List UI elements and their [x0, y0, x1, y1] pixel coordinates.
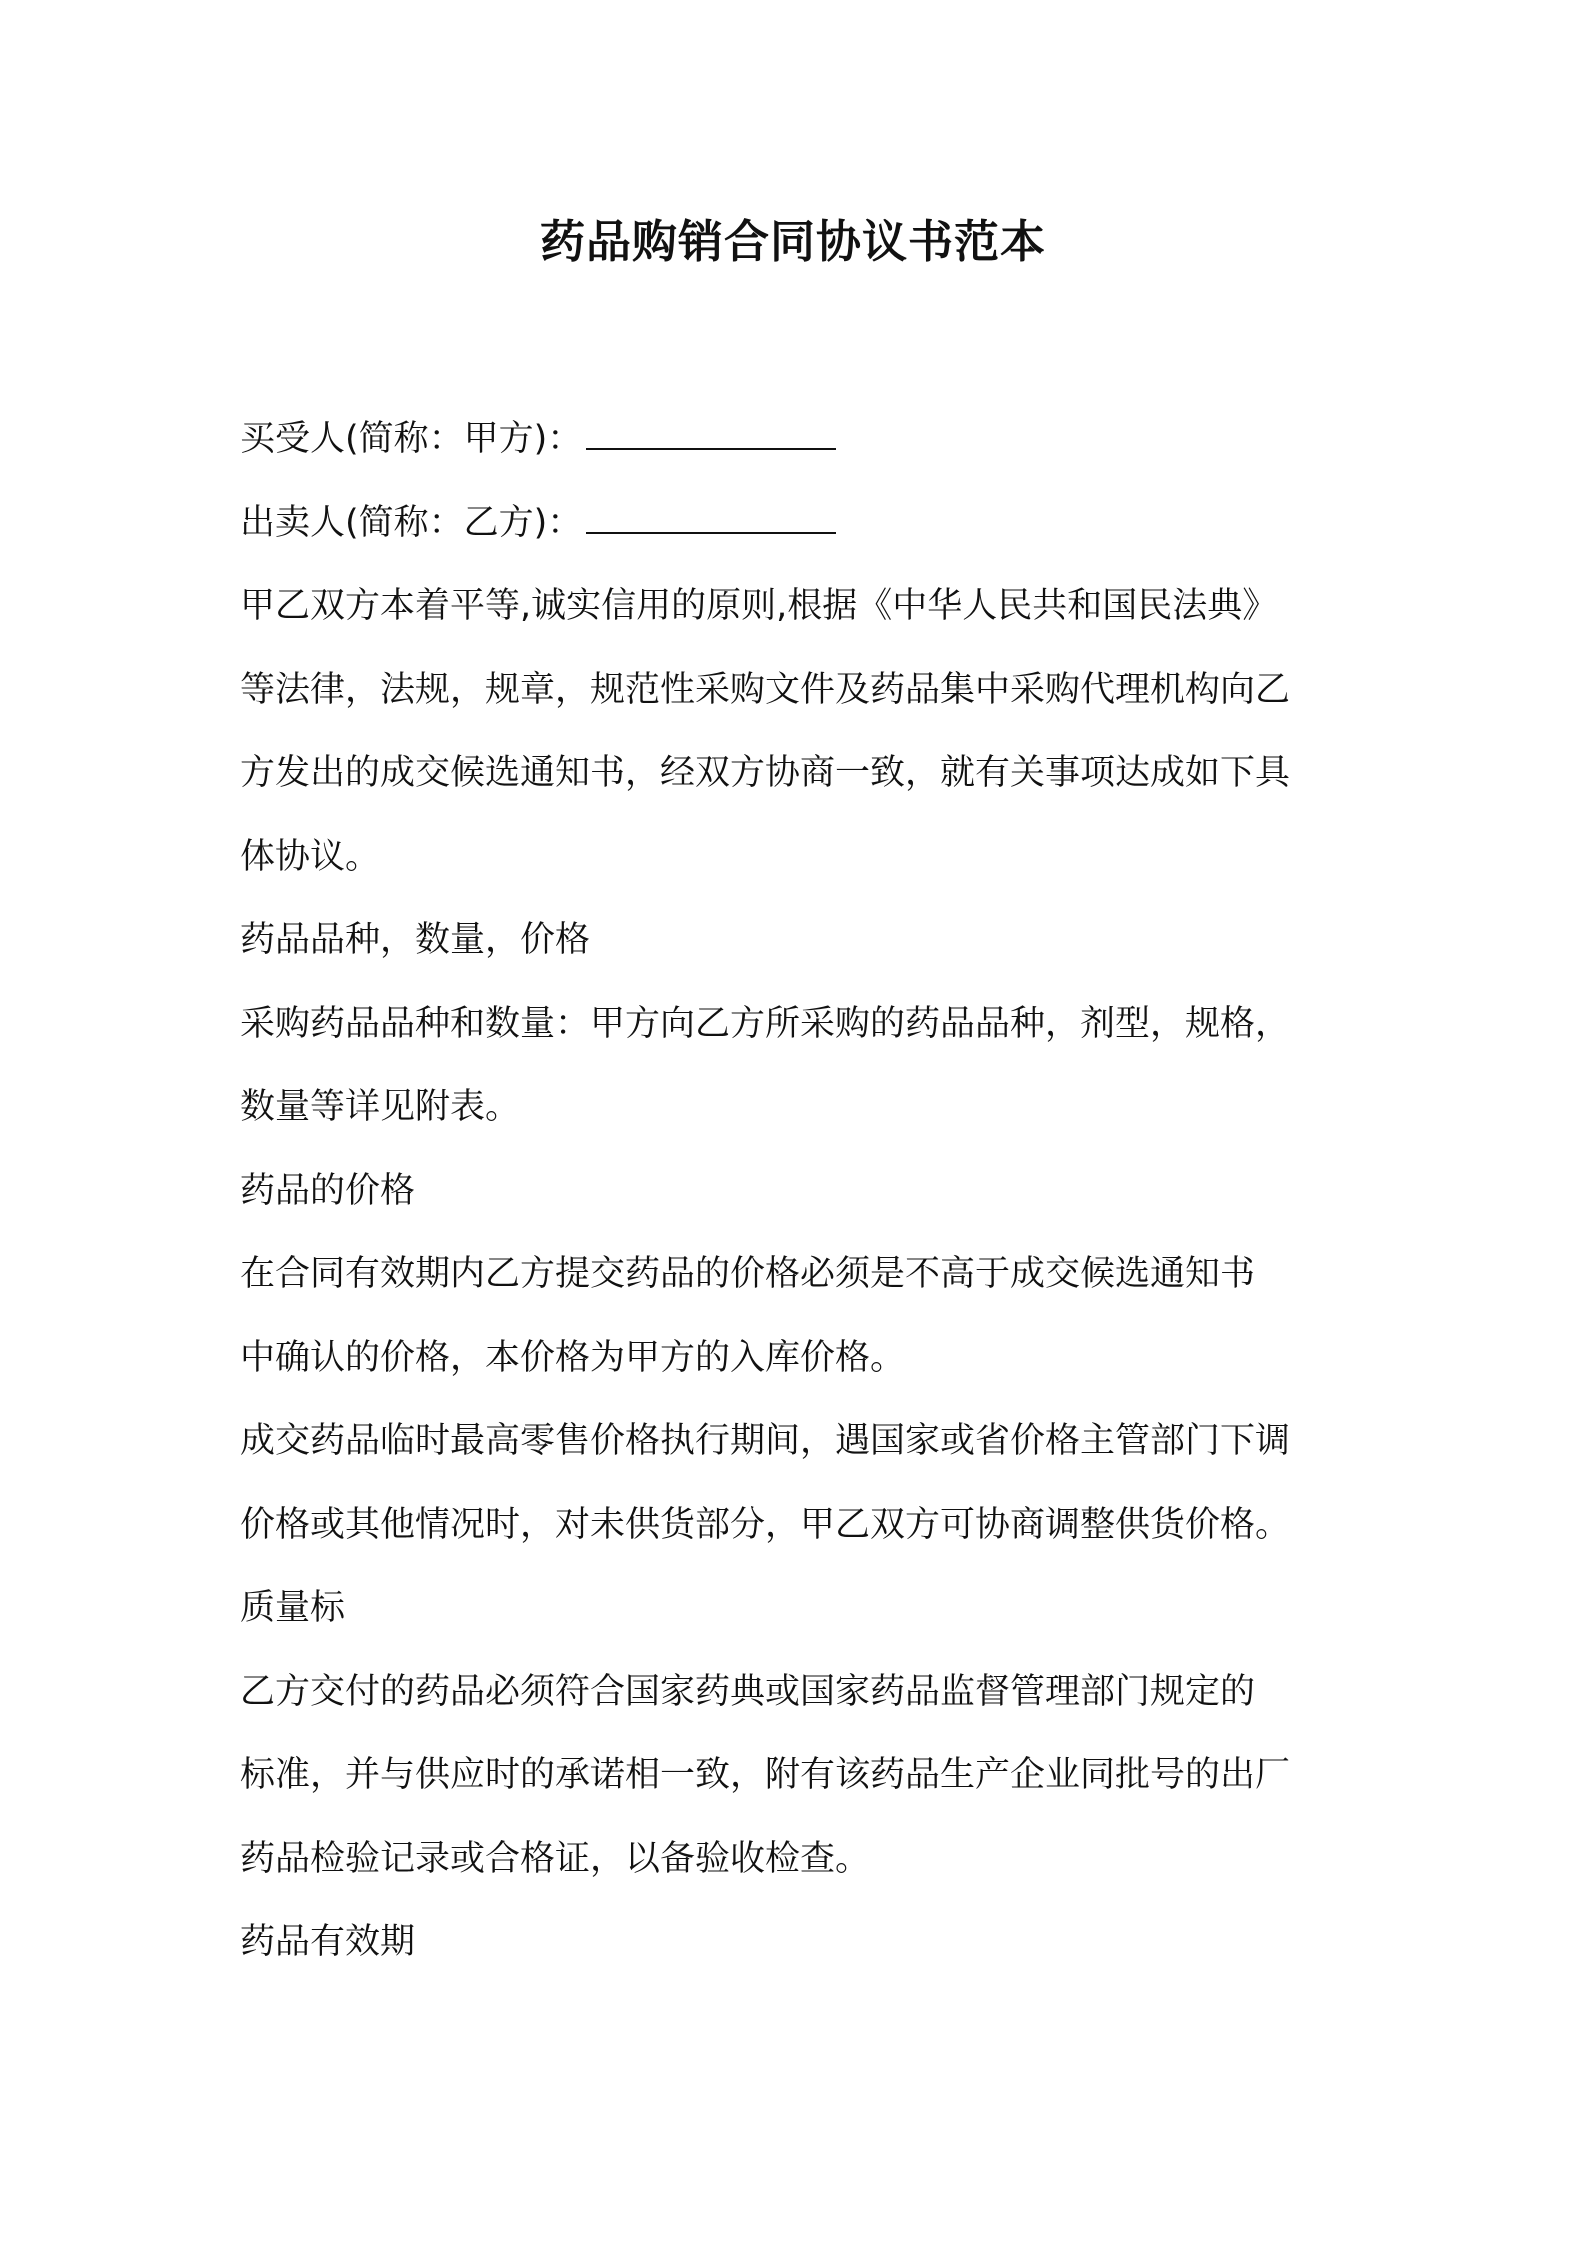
section-heading: 质量标 [240, 1588, 346, 1628]
body-line: 数量等详见附表。 [240, 1087, 521, 1127]
buyer-label: 买受人(简称：甲方)： [240, 419, 583, 459]
section-heading: 药品有效期 [240, 1922, 416, 1962]
body-line: 中确认的价格，本价格为甲方的入库价格。 [240, 1337, 906, 1378]
body-line: 方发出的成交候选通知书，经双方协商一致，就有关事项达成如下具 [240, 753, 1291, 793]
buyer-line [240, 398, 1350, 482]
body-line: 体协议。 [240, 836, 381, 877]
document-title: 药品购销合同协议书范本 [539, 215, 1046, 268]
body-line: 乙方交付的药品必须符合国家药典或国家药品监督管理部门规定的 [240, 1671, 1256, 1712]
body-line: 成交药品临时最高零售价格执行期间，遇国家或省价格主管部门下调 [240, 1421, 1291, 1461]
document-body [240, 398, 1350, 1985]
seller-line [240, 482, 1350, 566]
body-line: 甲乙双方本着平等,诚实信用的原则,根据《中华人民共和国民法典》 [240, 586, 1278, 626]
body-line: 药品检验记录或合格证，以备验收检查。 [240, 1838, 871, 1879]
body-line: 等法律，法规，规章，规范性采购文件及药品集中采购代理机构向乙 [240, 669, 1291, 710]
body-line: 价格或其他情况时，对未供货部分，甲乙双方可协商调整供货价格。 [240, 1504, 1291, 1545]
body-line: 标准，并与供应时的承诺相一致，附有该药品生产企业同批号的出厂 [240, 1755, 1291, 1795]
section-heading: 药品的价格 [240, 1170, 416, 1211]
body-line: 采购药品品种和数量：甲方向乙方所采购的药品品种，剂型，规格， [240, 1003, 1291, 1044]
seller-blank-field [586, 502, 836, 534]
seller-label: 出卖人(简称：乙方)： [240, 502, 583, 543]
section-heading: 药品品种，数量，价格 [240, 920, 591, 960]
body-line: 在合同有效期内乙方提交药品的价格必须是不高于成交候选通知书 [240, 1254, 1256, 1294]
buyer-blank-field [586, 418, 836, 450]
